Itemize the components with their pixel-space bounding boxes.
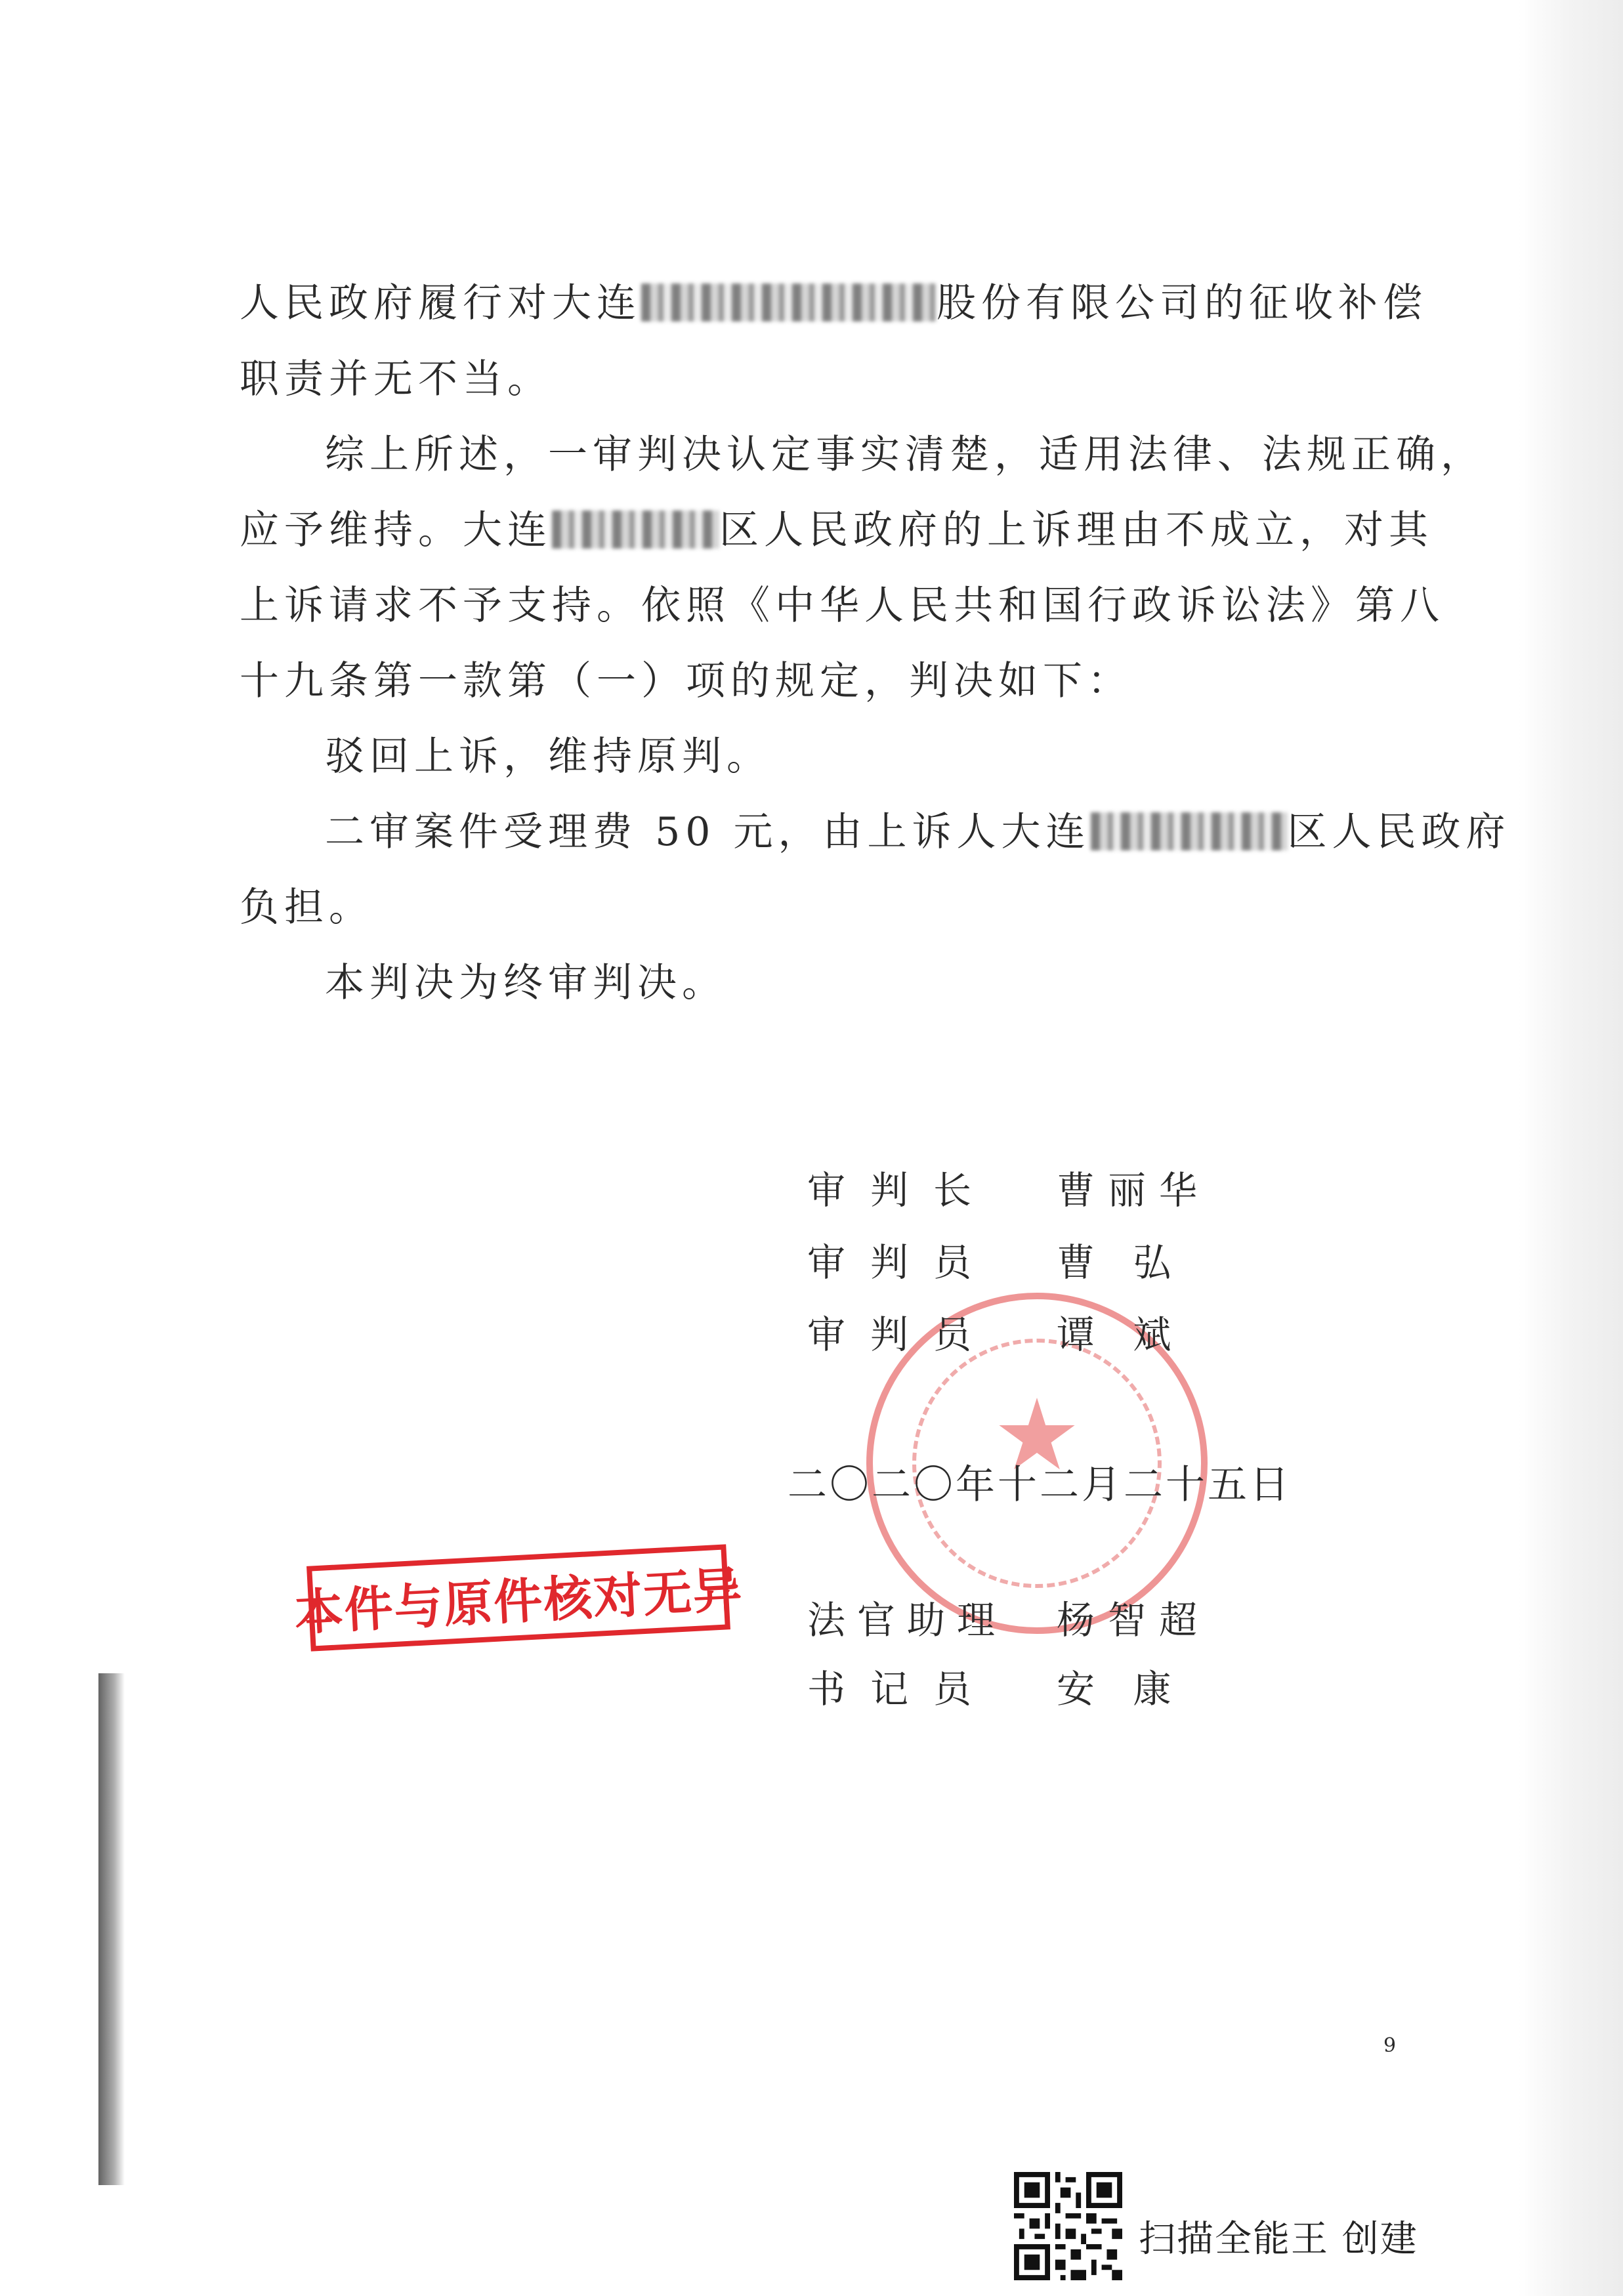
clerk-row [807,1598,1211,1642]
signature-name: 曹 弘 [1057,1240,1185,1285]
body-line-4: 应予维持。大连 区人民政府的上诉理由不成立，对其 [240,507,1433,553]
scanner-watermark: 扫描全能王 创建 [1139,2218,1418,2261]
body-line-3: 综上所述，一审判决认定事实清楚，适用法律、法规正确， [325,432,1485,478]
page-number: 9 [1383,2034,1397,2057]
clerk-role: 法官助理 [807,1598,1007,1642]
body-line-1: 人民政府履行对大连 股份有限公司的征收补偿 [240,280,1427,326]
judgment-date: 二〇二〇年十二月二十五日 [788,1462,1292,1508]
redacted-company-name [641,283,937,322]
signature-name: 谭 斌 [1057,1312,1185,1357]
redacted-district-name [552,511,719,549]
signature-role: 审判长 [807,1168,997,1213]
body-line-9: 负担。 [240,885,373,930]
clerk-name: 安 康 [1057,1667,1185,1711]
scan-edge-shade [1518,0,1623,2296]
clerk-name: 杨智超 [1057,1598,1211,1642]
signature-role: 审判员 [807,1240,997,1285]
signature-row [807,1240,1185,1285]
clerk-role: 书记员 [807,1667,997,1711]
certified-copy-stamp [293,1544,745,1651]
redacted-district-name [1091,812,1288,850]
body-line-5: 上诉请求不予支持。依照《中华人民共和国行政诉讼法》第八 [240,583,1444,629]
body-line-7: 驳回上诉，维持原判。 [325,734,771,780]
body-line-2: 职责并无不当。 [240,356,552,402]
body-line-10: 本判决为终审判决。 [325,960,727,1006]
signature-row [807,1312,1185,1357]
body-line-6: 十九条第一款第（一）项的规定，判决如下： [240,658,1132,704]
signature-name: 曹丽华 [1057,1168,1211,1213]
qr-code-icon [1014,2172,1122,2280]
stamp-text: 本件与原件核对无异 [293,1562,745,1642]
clerk-row [807,1667,1185,1711]
signature-row [807,1168,1211,1213]
body-line-8: 二审案件受理费 50 元，由上诉人大连 区人民政府 [325,809,1511,855]
scan-edge-shadow [98,1673,125,2185]
signature-role: 审判员 [807,1312,997,1357]
